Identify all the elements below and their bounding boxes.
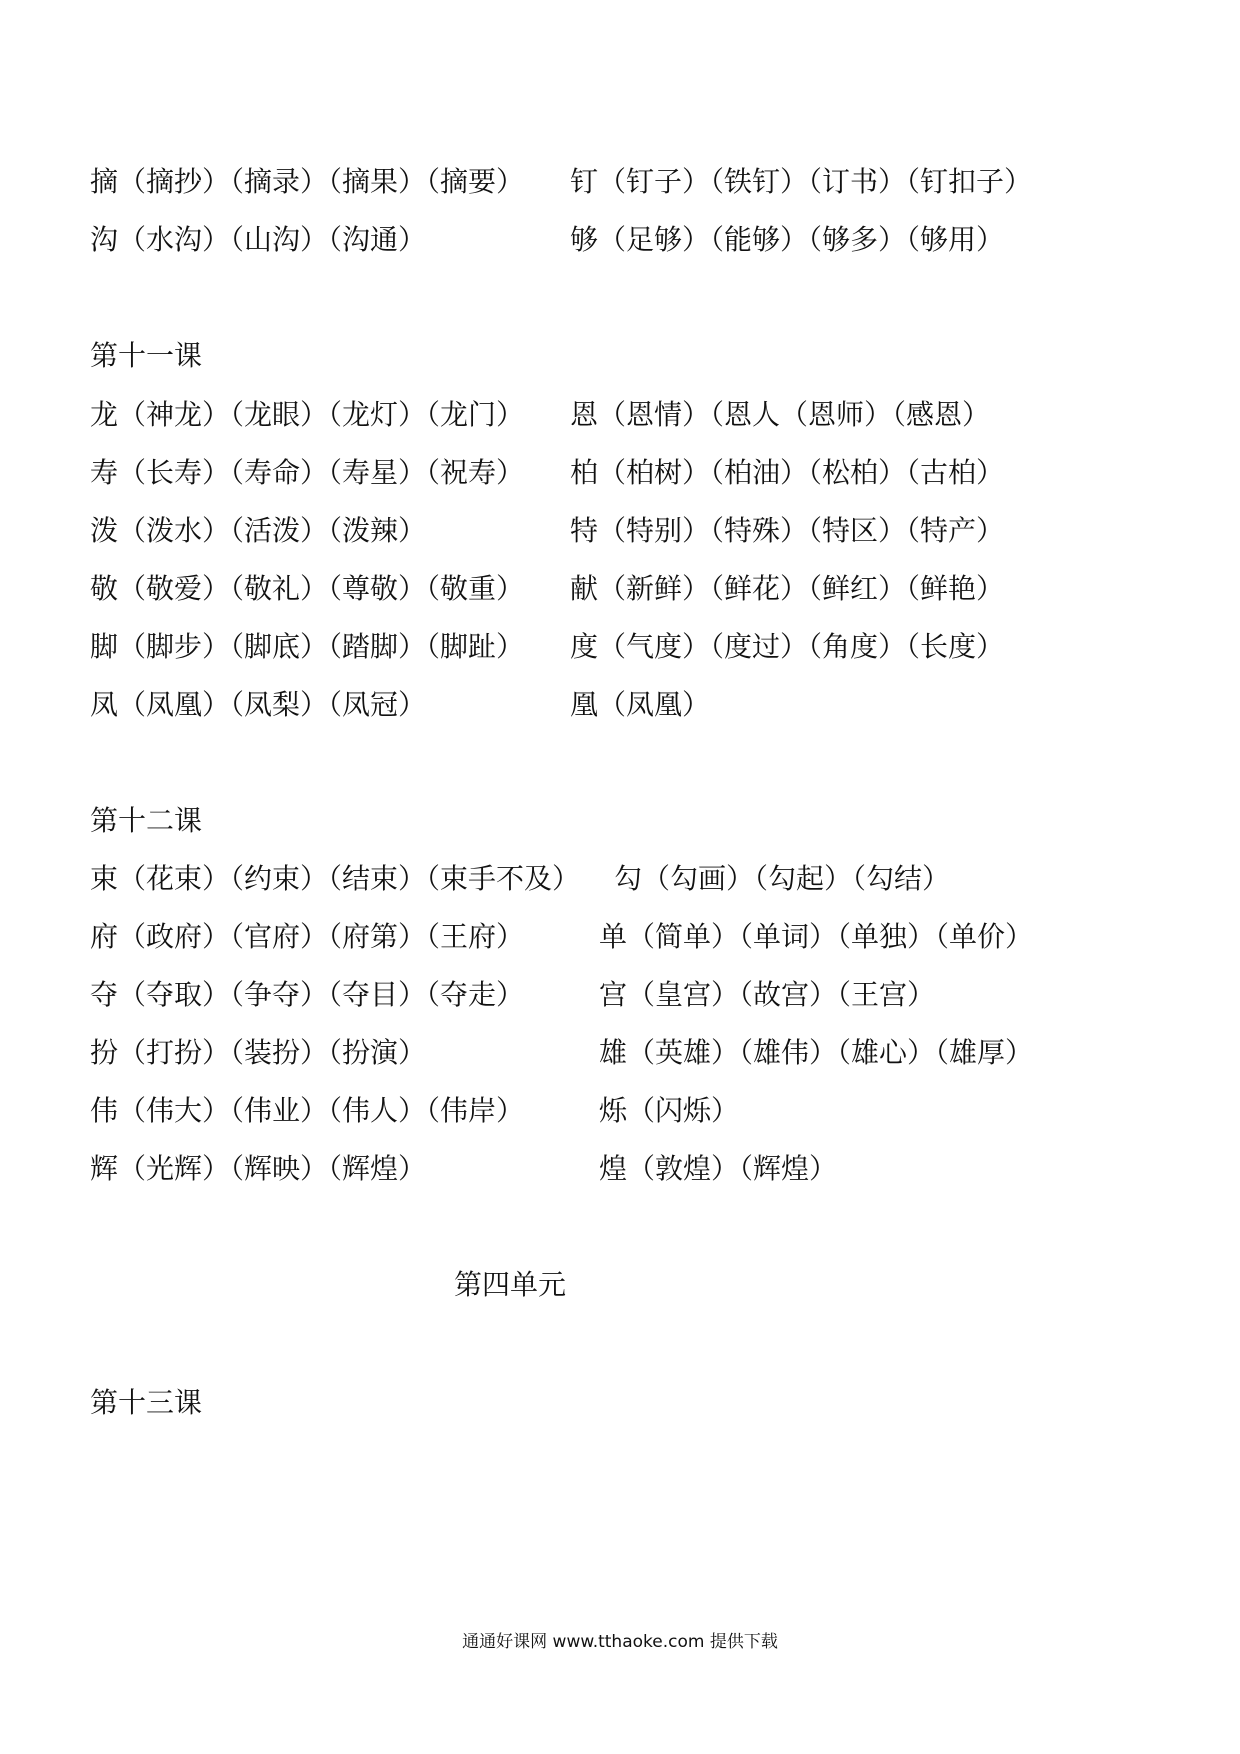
- vocab-left-entry: 夺（夺取）（争夺）（夺目）（夺走）: [90, 978, 525, 1011]
- vocab-left-entry: 伟（伟大）（伟业）（伟人）（伟岸）: [90, 1094, 525, 1127]
- vocab-right-entry: 度（气度）（度过）（角度）（长度）: [570, 630, 1005, 663]
- page-footer: 通通好课网 www.tthaoke.com 提供下载: [462, 1632, 778, 1652]
- vocab-right-entry: 恩（恩情）（恩人（恩师）（感恩）: [570, 398, 991, 431]
- vocab-right-entry: 够（足够）（能够）（够多）（够用）: [570, 223, 1005, 256]
- vocab-left-entry: 凤（凤凰）（凤梨）（凤冠）: [90, 688, 427, 721]
- vocab-right-entry: 钉（钉子）（铁钉）（订书）（钉扣子）: [570, 165, 1033, 198]
- vocab-left-entry: 府（政府）（官府）（府第）（王府）: [90, 920, 525, 953]
- vocab-right-entry: 献（新鲜）（鲜花）（鲜红）（鲜艳）: [570, 572, 1005, 605]
- unit-4-heading: 第四单元: [454, 1268, 567, 1301]
- vocab-right-entry: 勾（勾画）（勾起）（勾结）: [614, 862, 951, 895]
- vocab-right-entry: 煌（敦煌）（辉煌）: [599, 1152, 838, 1185]
- vocab-left-entry: 寿（长寿）（寿命）（寿星）（祝寿）: [90, 456, 525, 489]
- vocab-left-entry: 摘（摘抄）（摘录）（摘果）（摘要）: [90, 165, 525, 198]
- vocab-left-entry: 敬（敬爱）（敬礼）（尊敬）（敬重）: [90, 572, 525, 605]
- vocab-right-entry: 烁（闪烁）: [599, 1094, 740, 1127]
- vocab-left-entry: 脚（脚步）（脚底）（踏脚）（脚趾）: [90, 630, 525, 663]
- vocab-right-entry: 特（特别）（特殊）（特区）（特产）: [570, 514, 1005, 547]
- vocab-left-entry: 沟（水沟）（山沟）（沟通）: [90, 223, 427, 256]
- vocab-left-entry: 束（花束）（约束）（结束）（束手不及）: [90, 862, 581, 895]
- vocab-right-entry: 雄（英雄）（雄伟）（雄心）（雄厚）: [599, 1036, 1034, 1069]
- lesson-13-heading: 第十三课: [90, 1386, 203, 1419]
- vocab-left-entry: 扮（打扮）（装扮）（扮演）: [90, 1036, 427, 1069]
- vocab-left-entry: 泼（泼水）（活泼）（泼辣）: [90, 514, 427, 547]
- vocab-left-entry: 龙（神龙）（龙眼）（龙灯）（龙门）: [90, 398, 525, 431]
- vocab-right-entry: 宫（皇宫）（故宫）（王宫）: [599, 978, 936, 1011]
- lesson-11-heading: 第十一课: [90, 339, 203, 372]
- vocab-right-entry: 单（简单）（单词）（单独）（单价）: [599, 920, 1034, 953]
- vocab-right-entry: 凰（凤凰）: [570, 688, 711, 721]
- vocab-right-entry: 柏（柏树）（柏油）（松柏）（古柏）: [570, 456, 1005, 489]
- vocab-left-entry: 辉（光辉）（辉映）（辉煌）: [90, 1152, 427, 1185]
- lesson-12-heading: 第十二课: [90, 804, 203, 837]
